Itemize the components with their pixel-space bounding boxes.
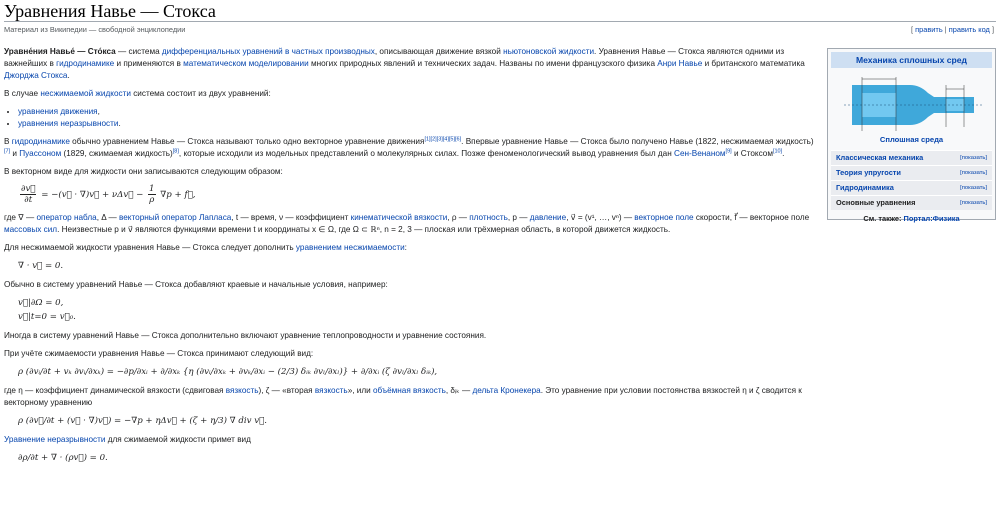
see-also: См. также: Портал:Физика [863,214,960,223]
show-toggle[interactable]: [показать] [960,170,987,176]
p-incompressibility: Для несжимаемой жидкости уравнения Навье — Стокса следует дополнить уравнением несжимаемости: [4,243,407,252]
link-modeling[interactable]: математическом моделировании [183,59,309,68]
link-poisson[interactable]: Пуассоном [19,149,62,158]
link-viscosity-2[interactable]: вязкость [314,386,348,395]
refs-1-6[interactable]: [1][2][3][4][5][6] [424,136,462,143]
link-pressure[interactable]: давление [529,213,567,222]
continuum-link[interactable]: Сплошная среда [879,135,944,144]
infobox [827,48,996,223]
p-vector-form: В векторном виде для жидкости они записываются следующим образом: [4,167,283,176]
link-saint-venant[interactable]: Сен-Венаном [674,149,726,158]
link-incompressibility-eq[interactable]: уравнением несжимаемости [295,243,405,252]
infobox-row-label[interactable]: Теория упругости [836,168,901,177]
equation-continuity: ∂ρ/∂t + ∇ · (ρv⃗) = 0. [18,453,108,463]
infobox-row-classical [831,150,992,165]
pipe-flow-diagram[interactable] [834,71,989,133]
infobox-title-link[interactable]: Механика сплошных сред [855,55,967,65]
equation-initial: v⃗|t=0 = v⃗₀. [18,312,76,322]
infobox-row-equations [831,195,992,210]
p-heat: Иногда в систему уравнений Навье — Стокса дополнительно включают уравнение теплопроводности и уравнение состояния. [4,331,487,340]
equation-boundary: v⃗|∂Ω = 0, [18,298,64,308]
show-toggle[interactable]: [показать] [960,185,987,191]
edit-source-link[interactable]: править код [948,25,990,34]
link-pde[interactable]: дифференциальных уравнений в частных производных [161,47,375,56]
site-sub: Материал из Википедии — свободной энциклопедии [4,25,186,34]
link-laplace[interactable]: векторный оператор Лапласа [119,213,232,222]
ref-10[interactable]: [10] [772,148,783,155]
link-newtonian[interactable]: ньютоновской жидкости [503,47,595,56]
p-history: В гидродинамике обычно уравнением Навье — Стокса называют только одно векторное уравнение движения[1][2][3][4][5][6]. Впервые уравнение Навье — Стокса было получено Навье (1822, несжимаемая жидкость)[7] и Пуассоном (1829, сжимаемая жидкость)[8], которые исходили из модельных представлений о молекулярных силах. Позже феноменологический вывод уравнения был дан Сен-Венаном[9] и Стоксом[10]. [4,136,814,158]
intro-paragraph: Уравне́ния Навье́ — Сто́кса — система дифференциальных уравнений в частных производных, описывающая движение вязкой ньютоновской жидкости. Уравнения Навье — Стокса являются одними из важнейших в гидродинамике и применяются в математическом моделировании многих природных явлений и технических задач. Названы по имени французского физика Анри Навье и британского математика Джорджа Стокса. [4,47,805,80]
p-definitions: где ∇ — оператор набла, Δ — векторный оператор Лапласа, t — время, ν — коэффициент кинематической вязкости, ρ — плотность, p — давление, v⃗ = (v¹, …, vⁿ) — векторное поле скорости, f⃗ — векторное поле массовых сил. Неизвестные p и v⃗ являются функциями времени t и координаты x ∈ Ω, где Ω ⊂ ℝⁿ, n = 2, 3 — плоская или трёхмерная область, в которой движется жидкость. [4,213,810,234]
equation-vector-compressible: ρ (∂v⃗/∂t + (v⃗ · ∇)v⃗) = −∇p + ηΔv⃗ + (ζ + η/3) ∇ div v⃗. [18,416,267,426]
portal-physics-link[interactable]: Портал:Физика [903,214,960,223]
infobox-title [831,52,992,68]
ref-9[interactable]: [9] [725,148,732,155]
p-incompressible: В случае несжимаемой жидкости система состоит из двух уравнений: [4,89,271,98]
link-viscosity[interactable]: вязкость [225,386,259,395]
infobox-row-elasticity [831,165,992,180]
equations-list [4,106,816,130]
equation-divergence: ∇ · v⃗ = 0. [18,261,64,271]
link-motion-eq[interactable]: уравнения движения [18,107,98,116]
infobox-row-hydrodynamics [831,180,992,195]
p-viscosity: где η — коэффициент динамической вязкости (сдвиговая вязкость), ζ — «вторая вязкость», или объёмная вязкость, δᵢₖ — дельта Кронекера. Это уравнение при условии постоянства вязкостей η и ζ сводится к векторному уравнению [4,386,802,407]
infobox-caption [828,135,995,144]
link-bulk-viscosity[interactable]: объёмная вязкость [373,386,446,395]
p-compressible: При учёте сжимаемости уравнения Навье — Стокса принимают следующий вид: [4,349,314,358]
title-divider [4,21,996,22]
link-vector-field[interactable]: векторное поле [634,213,694,222]
link-nabla[interactable]: оператор набла [36,213,97,222]
ref-7[interactable]: [7] [4,148,11,155]
link-density[interactable]: плотность [469,213,508,222]
link-stokes[interactable]: Джорджа Стокса [4,71,68,80]
show-toggle[interactable]: [показать] [960,200,987,206]
p-boundary: Обычно в систему уравнений Навье — Стокса добавляют краевые и начальные условия, например: [4,280,388,289]
list-item: • уравнения неразрывности. [18,118,816,130]
edit-links: [ править | править код ] [911,25,994,34]
equation-compressible: ρ (∂vᵢ/∂t + vₖ ∂vᵢ/∂xₖ) = −∂p/∂xᵢ + ∂/∂xₖ {η (∂vᵢ/∂xₖ + ∂vₖ/∂xᵢ − (2/3) δᵢₖ ∂vₗ/∂xₗ)} + ∂/∂xᵢ (ζ ∂vₗ/∂xₗ δᵢₖ), [18,367,438,377]
p-continuity: Уравнение неразрывности для сжимаемой жидкости примет вид [4,435,251,444]
link-kronecker[interactable]: дельта Кронекера [472,386,541,395]
ref-8[interactable]: [8] [172,148,179,155]
list-item: • уравнения движения, [18,106,816,118]
link-hydrodynamics[interactable]: гидродинамике [56,59,115,68]
equation-navier-stokes: $\frac{\partial v⃗}{\partial t}$ = −(v⃗ · ∇)v⃗ + νΔv⃗ − $\frac{1}{\rho}$ ∇p + f⃗, [21,184,196,205]
link-body-forces[interactable]: массовых сил [4,225,58,234]
edit-link[interactable]: править [915,25,943,34]
link-hydrodynamics-2[interactable]: гидродинамике [11,137,70,146]
infobox-row-label[interactable]: Гидродинамика [836,183,894,192]
link-navier[interactable]: Анри Навье [657,59,703,68]
show-toggle[interactable]: [показать] [960,155,987,161]
infobox-row-label[interactable]: Классическая механика [836,153,924,162]
article-body [4,46,816,471]
link-continuity[interactable]: Уравнение неразрывности [4,435,106,444]
pipe-illustration [834,71,989,133]
link-kinematic-viscosity[interactable]: кинематической вязкости [350,213,448,222]
infobox-row-label: Основные уравнения [836,198,916,207]
link-incompressible[interactable]: несжимаемой жидкости [40,89,131,98]
page-title: Уравнения Навье — Стокса [4,1,216,21]
infobox-rows [828,150,995,210]
link-continuity-eq[interactable]: уравнения неразрывности [18,119,119,128]
